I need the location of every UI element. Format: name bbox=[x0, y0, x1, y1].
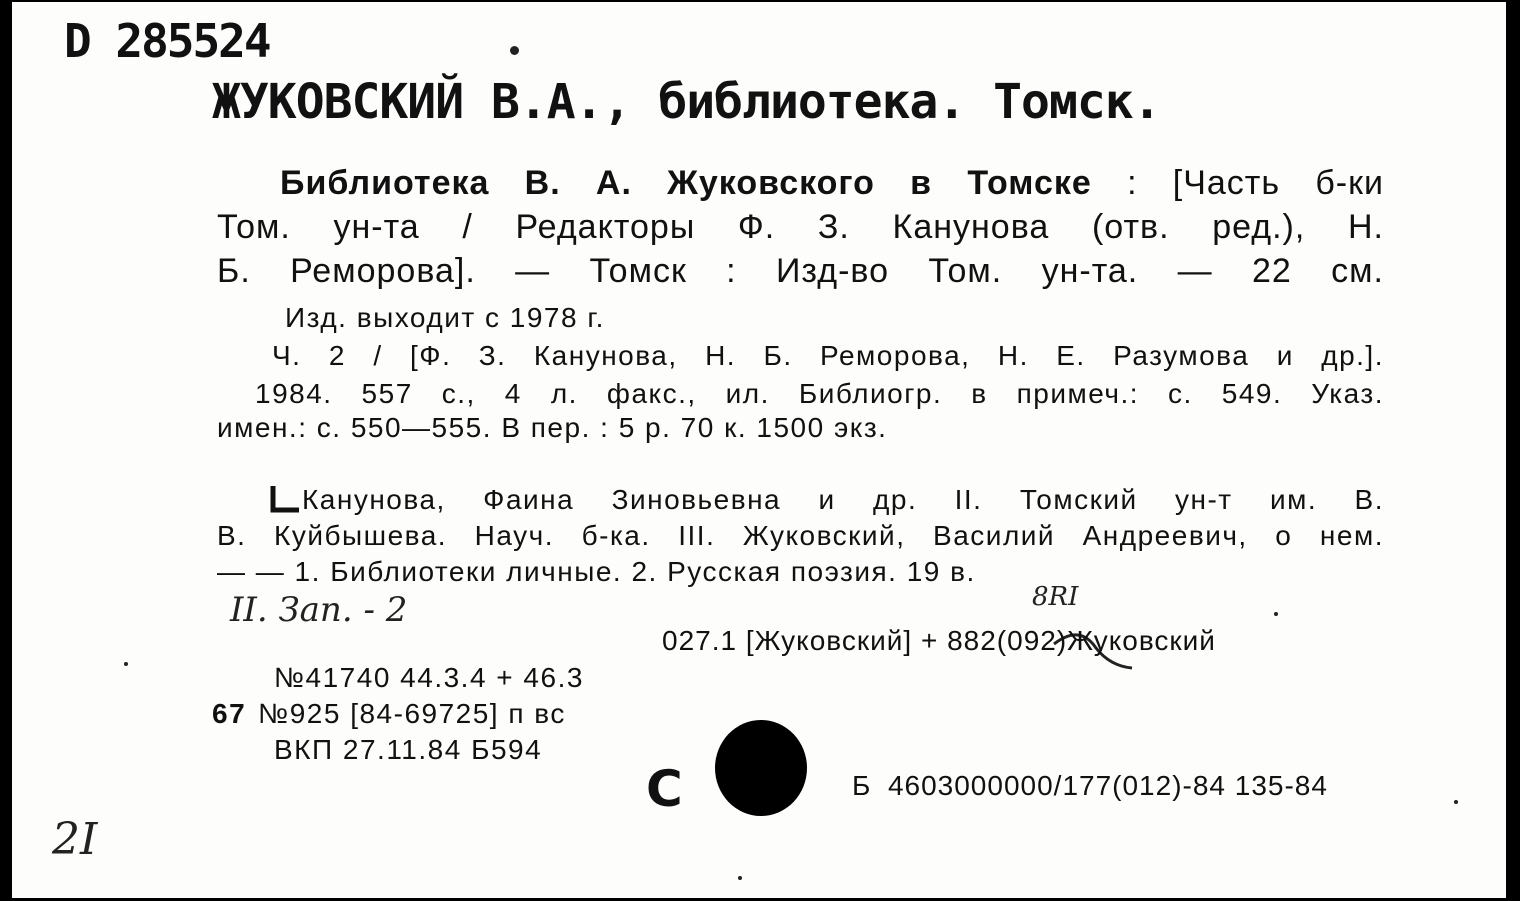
title-line-1 bbox=[280, 164, 1384, 203]
speck bbox=[1274, 612, 1278, 616]
speck bbox=[124, 662, 128, 666]
title-line-2: Том. ун-та / Редакторы Ф. З. Канунова (отв. ред.), Н. bbox=[217, 208, 1384, 246]
tracing-line-3: — — 1. Библиотеки личные. 2. Русская поэзия. 19 в. bbox=[217, 556, 976, 587]
handwritten-8ri: 8RI bbox=[1032, 582, 1079, 612]
record-number-2 bbox=[212, 698, 566, 730]
speck bbox=[738, 876, 742, 880]
record-number-2-text: №925 [84-69725] п вс bbox=[258, 698, 566, 729]
punch-hole bbox=[715, 720, 807, 816]
handwritten-note: II. Зап. - 2 bbox=[230, 590, 408, 630]
letter-c: С bbox=[646, 760, 683, 818]
part-note: Ч. 2 / [Ф. З. Канунова, Н. Б. Реморова, Н. Е. Разумова и др.]. bbox=[272, 340, 1384, 371]
catalog-card bbox=[12, 2, 1506, 898]
collation-note: 1984. 557 с., 4 л. факс., ил. Библиогр. в примеч.: с. 549. Указ. bbox=[255, 378, 1384, 409]
handwritten-corner-mark: 2I bbox=[52, 814, 98, 865]
call-number: D 285524 bbox=[64, 14, 270, 68]
price-code: 4603000000/177(012)-84 135-84 bbox=[887, 770, 1328, 801]
publication-note: Изд. выходит с 1978 г. bbox=[285, 302, 605, 333]
title-line-3: Б. Реморова]. — Томск : Изд-во Том. ун-та. — 22 см. bbox=[217, 252, 1384, 290]
price-code-line bbox=[852, 770, 1328, 802]
book-title: Библиотека В. А. Жуковского в Томске bbox=[280, 164, 1092, 202]
record-number-3: ВКП 27.11.84 Б594 bbox=[274, 734, 543, 765]
tracing-line-1: Канунова, Фаина Зиновьевна и др. II. Томский ун-т им. В. bbox=[302, 484, 1384, 515]
roman-one-mark bbox=[267, 480, 303, 516]
title-line-1-rest: : [Часть б-ки bbox=[1091, 164, 1384, 202]
speck bbox=[1454, 800, 1458, 804]
index-price-note: имен.: с. 550—555. В пер. : 5 р. 70 к. 1500 экз. bbox=[217, 412, 888, 443]
price-prefix: Б bbox=[852, 770, 871, 801]
speck bbox=[510, 46, 519, 55]
record-number-1: №41740 44.3.4 + 46.3 bbox=[274, 662, 584, 693]
tracing-line-2: В. Куйбышева. Науч. б-ка. III. Жуковский, Василий Андреевич, о нем. bbox=[217, 520, 1384, 551]
card-heading: ЖУКОВСКИЙ В.А., библиотека. Томск. bbox=[212, 74, 1161, 130]
record-prefix: 67 bbox=[212, 698, 247, 729]
classification-line: 027.1 [Жуковский] + 882(092)Жуковский bbox=[662, 625, 1216, 656]
